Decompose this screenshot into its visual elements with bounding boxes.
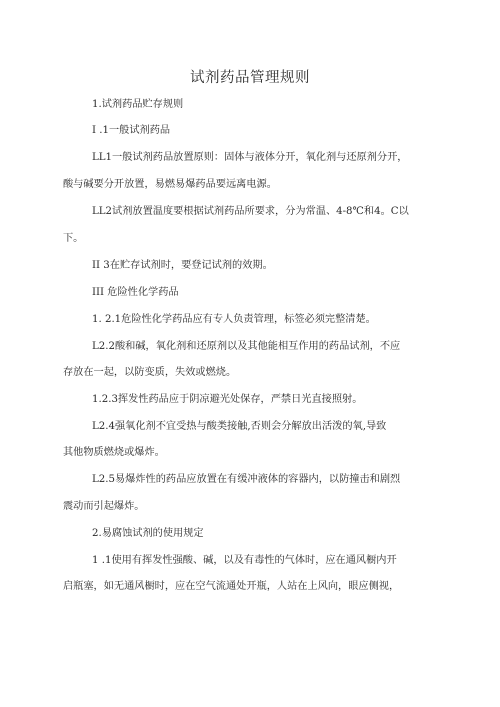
paragraph-line: LL1一般试剂药品放置原则：固体与液体分开，氧化剂与还原剂分开， <box>92 152 408 163</box>
paragraph-line: 存放在一起，以防变质，失效或燃烧。 <box>63 367 237 378</box>
paragraph-line: L2.5易爆炸性的药品应放置在有缓冲液体的容器内，以防撞击和剧烈 <box>92 474 401 485</box>
section-heading: 2.易腐蚀试剂的使用规定 <box>92 528 204 539</box>
paragraph-line: 1. 2.1危险性化学药品应有专人负责管理，标签必须完整清楚。 <box>92 314 376 325</box>
paragraph-line: L2.4强氧化剂不宜受热与酸类接触,否则会分解放出活泼的氧,导致 <box>92 421 387 432</box>
paragraph-line: 启瓶塞，如无通风橱时，应在空气流通处开瓶，人站在上风向，眼应侧视， <box>63 581 400 592</box>
paragraph-line: 其他物质燃烧或爆炸。 <box>63 447 165 458</box>
paragraph-line: L2.2酸和碱，氧化剂和还原剂以及其他能相互作用的药品试剂，不应 <box>92 341 401 352</box>
paragraph-line: 震动而引起爆炸。 <box>63 501 145 512</box>
paragraph-line: LL2试剂放置温度要根据试剂药品所要求，分为常温、4-8℃和4。C以 <box>92 206 409 217</box>
document-title: 试剂药品管理规则 <box>190 70 310 86</box>
paragraph-line: 下。 <box>63 233 84 244</box>
paragraph-line: 酸与碱要分开放置，易燃易爆药品要远离电源。 <box>63 179 277 190</box>
section-heading: 1.试剂药品贮存规则 <box>92 99 184 110</box>
subsection-heading: III 危险性化学药品 <box>92 287 179 298</box>
paragraph-line: 1.2.3挥发性药品应于阴凉避光处保存，严禁日光直接照射。 <box>92 394 363 405</box>
paragraph-line: 1 .1使用有挥发性强酸、碱，以及有毒性的气体时，应在通风橱内开 <box>92 555 397 566</box>
subsection-heading: I .1一般试剂药品 <box>92 125 171 136</box>
paragraph-line: II 3在贮存试剂时，要登记试剂的效期。 <box>92 260 273 271</box>
